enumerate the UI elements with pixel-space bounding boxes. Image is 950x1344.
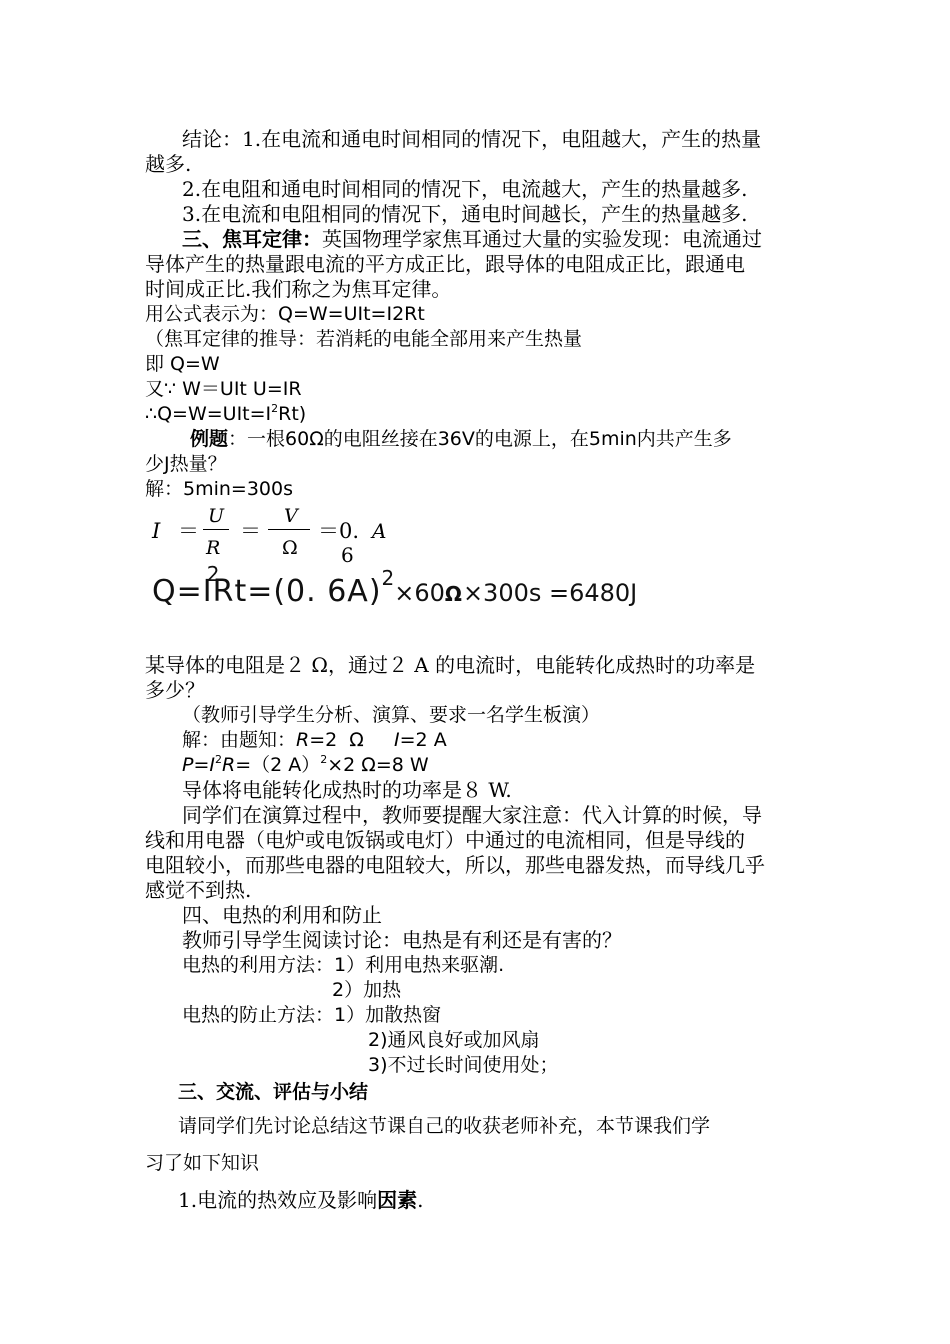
problem-line-1: 某导体的电阻是２ Ω，通过２ A 的电流时，电能转化成热时的功率是	[145, 653, 756, 677]
derivation-intro: （焦耳定律的推导：若消耗的电能全部用来产生热量	[145, 328, 583, 350]
conclusion-line-2: 越多.	[145, 152, 192, 176]
heat-formula-omega: Ω	[444, 582, 463, 606]
derivation-step-2: 又∵ W＝UIt U=IR	[145, 378, 302, 400]
example-text: ：一根60Ω的电阻丝接在36V的电源上，在5min内共产生多	[228, 428, 732, 450]
summary-line-1: 请同学们先讨论总结这节课自己的收获老师补充，本节课我们学	[178, 1115, 711, 1137]
solution-known-r: R	[296, 729, 310, 751]
formula-denominator-omega: Ω	[282, 537, 298, 559]
joule-law-text: 英国物理学家焦耳通过大量的实验发现：电流通过	[322, 227, 762, 251]
reminder-line-2: 线和用电器（电炉或电饭锅或电灯）中通过的电流相同，但是导线的	[145, 828, 745, 852]
fraction-bar-1	[203, 529, 229, 530]
derivation-step-1: 即 Q=W	[145, 353, 220, 375]
joule-law-heading: 三、焦耳定律：	[182, 227, 322, 251]
formula-numerator-v: V	[284, 505, 298, 527]
example-line-2: 少J热量？	[145, 453, 227, 475]
formula-statement: 用公式表示为：Q=W=UIt=I2Rt	[145, 303, 425, 325]
power-r: R	[222, 754, 236, 776]
discussion-prompt: 教师引导学生阅读讨论：电热是有利还是有害的？	[182, 928, 622, 952]
power-sup-1: 2	[215, 753, 222, 766]
formula-numerator-u: U	[208, 505, 225, 527]
example-heading: 例题	[190, 428, 229, 450]
heat-formula-q: Q=	[152, 574, 203, 609]
solution-intro: 解：5min=300s	[145, 478, 294, 500]
formula-unit-a: A	[372, 519, 387, 543]
derivation-step-3-sup: 2	[271, 402, 279, 415]
heat-formula-sup-1: 2	[206, 562, 220, 586]
reminder-line-3: 电阻较小，而那些电器的电阻较大，所以，那些电器发热，而导线几乎	[145, 853, 765, 877]
power-equation	[182, 752, 429, 778]
formula-var-i: I	[152, 519, 161, 543]
fraction-bar-2	[268, 529, 310, 530]
heat-formula-d: ×300s =6480J	[462, 579, 638, 607]
power-eq: =	[193, 754, 210, 776]
power-i: I	[209, 754, 215, 776]
joule-law-line-3: 时间成正比.我们称之为焦耳定律。	[145, 277, 452, 301]
section-four-heading: 四、电热的利用和防止	[182, 903, 382, 927]
heat-formula-sup-2: 2	[381, 566, 395, 590]
power-p: P	[182, 754, 194, 776]
power-b: =（2 A）	[235, 754, 321, 776]
section-three-heading: 三、交流、评估与小结	[178, 1081, 369, 1103]
heat-calculation-formula	[152, 562, 638, 609]
summary-item-1	[178, 1187, 423, 1213]
prevention-methods: 电热的防止方法：1）加散热窗	[182, 1004, 442, 1026]
conclusion-line-4: 3.在电流和电阻相同的情况下，通电时间越长，产生的热量越多.	[182, 202, 748, 226]
formula-value-six: 6	[341, 543, 354, 567]
power-sup-2: 2	[320, 753, 328, 766]
heat-formula-i: I 2	[202, 562, 220, 609]
formula-denominator-r: R	[206, 537, 221, 559]
summary-line-2: 习了如下知识	[145, 1152, 260, 1174]
reminder-line-4: 感觉不到热.	[145, 878, 252, 902]
derivation-step-3-a: ∴Q=W=UIt=I	[145, 403, 272, 425]
power-c: ×2 Ω=8 W	[327, 754, 429, 776]
solution-known	[182, 727, 447, 753]
solution-known-a: 解：由题知：	[182, 729, 297, 751]
conclusion-line-3: 2.在电阻和通电时间相同的情况下，电流越大，产生的热量越多.	[182, 177, 748, 201]
reminder-line-1: 同学们在演算过程中，教师要提醒大家注意：代入计算的时候，导	[182, 803, 762, 827]
heat-formula-c: ×60	[394, 579, 445, 607]
solution-known-b: =2 Ω	[309, 729, 395, 751]
summary-item-1-end: .	[417, 1188, 424, 1212]
teacher-note: （教师引导学生分析、演算、要求一名学生板演）	[182, 704, 601, 726]
prevention-method-2: 2)通风良好或加风扇	[368, 1029, 540, 1051]
derivation-step-3	[145, 401, 306, 427]
problem-line-2: 多少？	[145, 678, 205, 702]
example-line-1	[190, 426, 732, 452]
joule-law-line-2: 导体产生的热量跟电流的平方成正比，跟导体的电阻成正比，跟通电	[145, 252, 745, 276]
summary-item-1-text: 1.电流的热效应及影响	[178, 1188, 378, 1212]
formula-eq-3: ＝0.	[318, 519, 360, 543]
solution-known-i: I	[394, 729, 400, 751]
formula-eq-2: ＝	[240, 519, 261, 543]
prevention-method-3: 3)不过长时间使用处；	[368, 1054, 559, 1076]
derivation-step-3-b: Rt)	[278, 403, 307, 425]
summary-item-1-bold: 因素	[377, 1188, 418, 1212]
conclusion-line-1: 结论：1.在电流和通电时间相同的情况下，电阻越大，产生的热量	[182, 127, 762, 151]
formula-eq-1: ＝	[178, 519, 199, 543]
utilization-method-2: 2）加热	[332, 979, 402, 1001]
heat-formula-b: Rt=(0. 6A)	[212, 574, 382, 609]
utilization-methods: 电热的利用方法：1）利用电热来驱潮.	[182, 954, 505, 976]
joule-law-line-1	[182, 226, 762, 252]
power-conclusion: 导体将电能转化成热时的功率是８ W.	[182, 778, 512, 802]
solution-known-c: =2 A	[399, 729, 447, 751]
